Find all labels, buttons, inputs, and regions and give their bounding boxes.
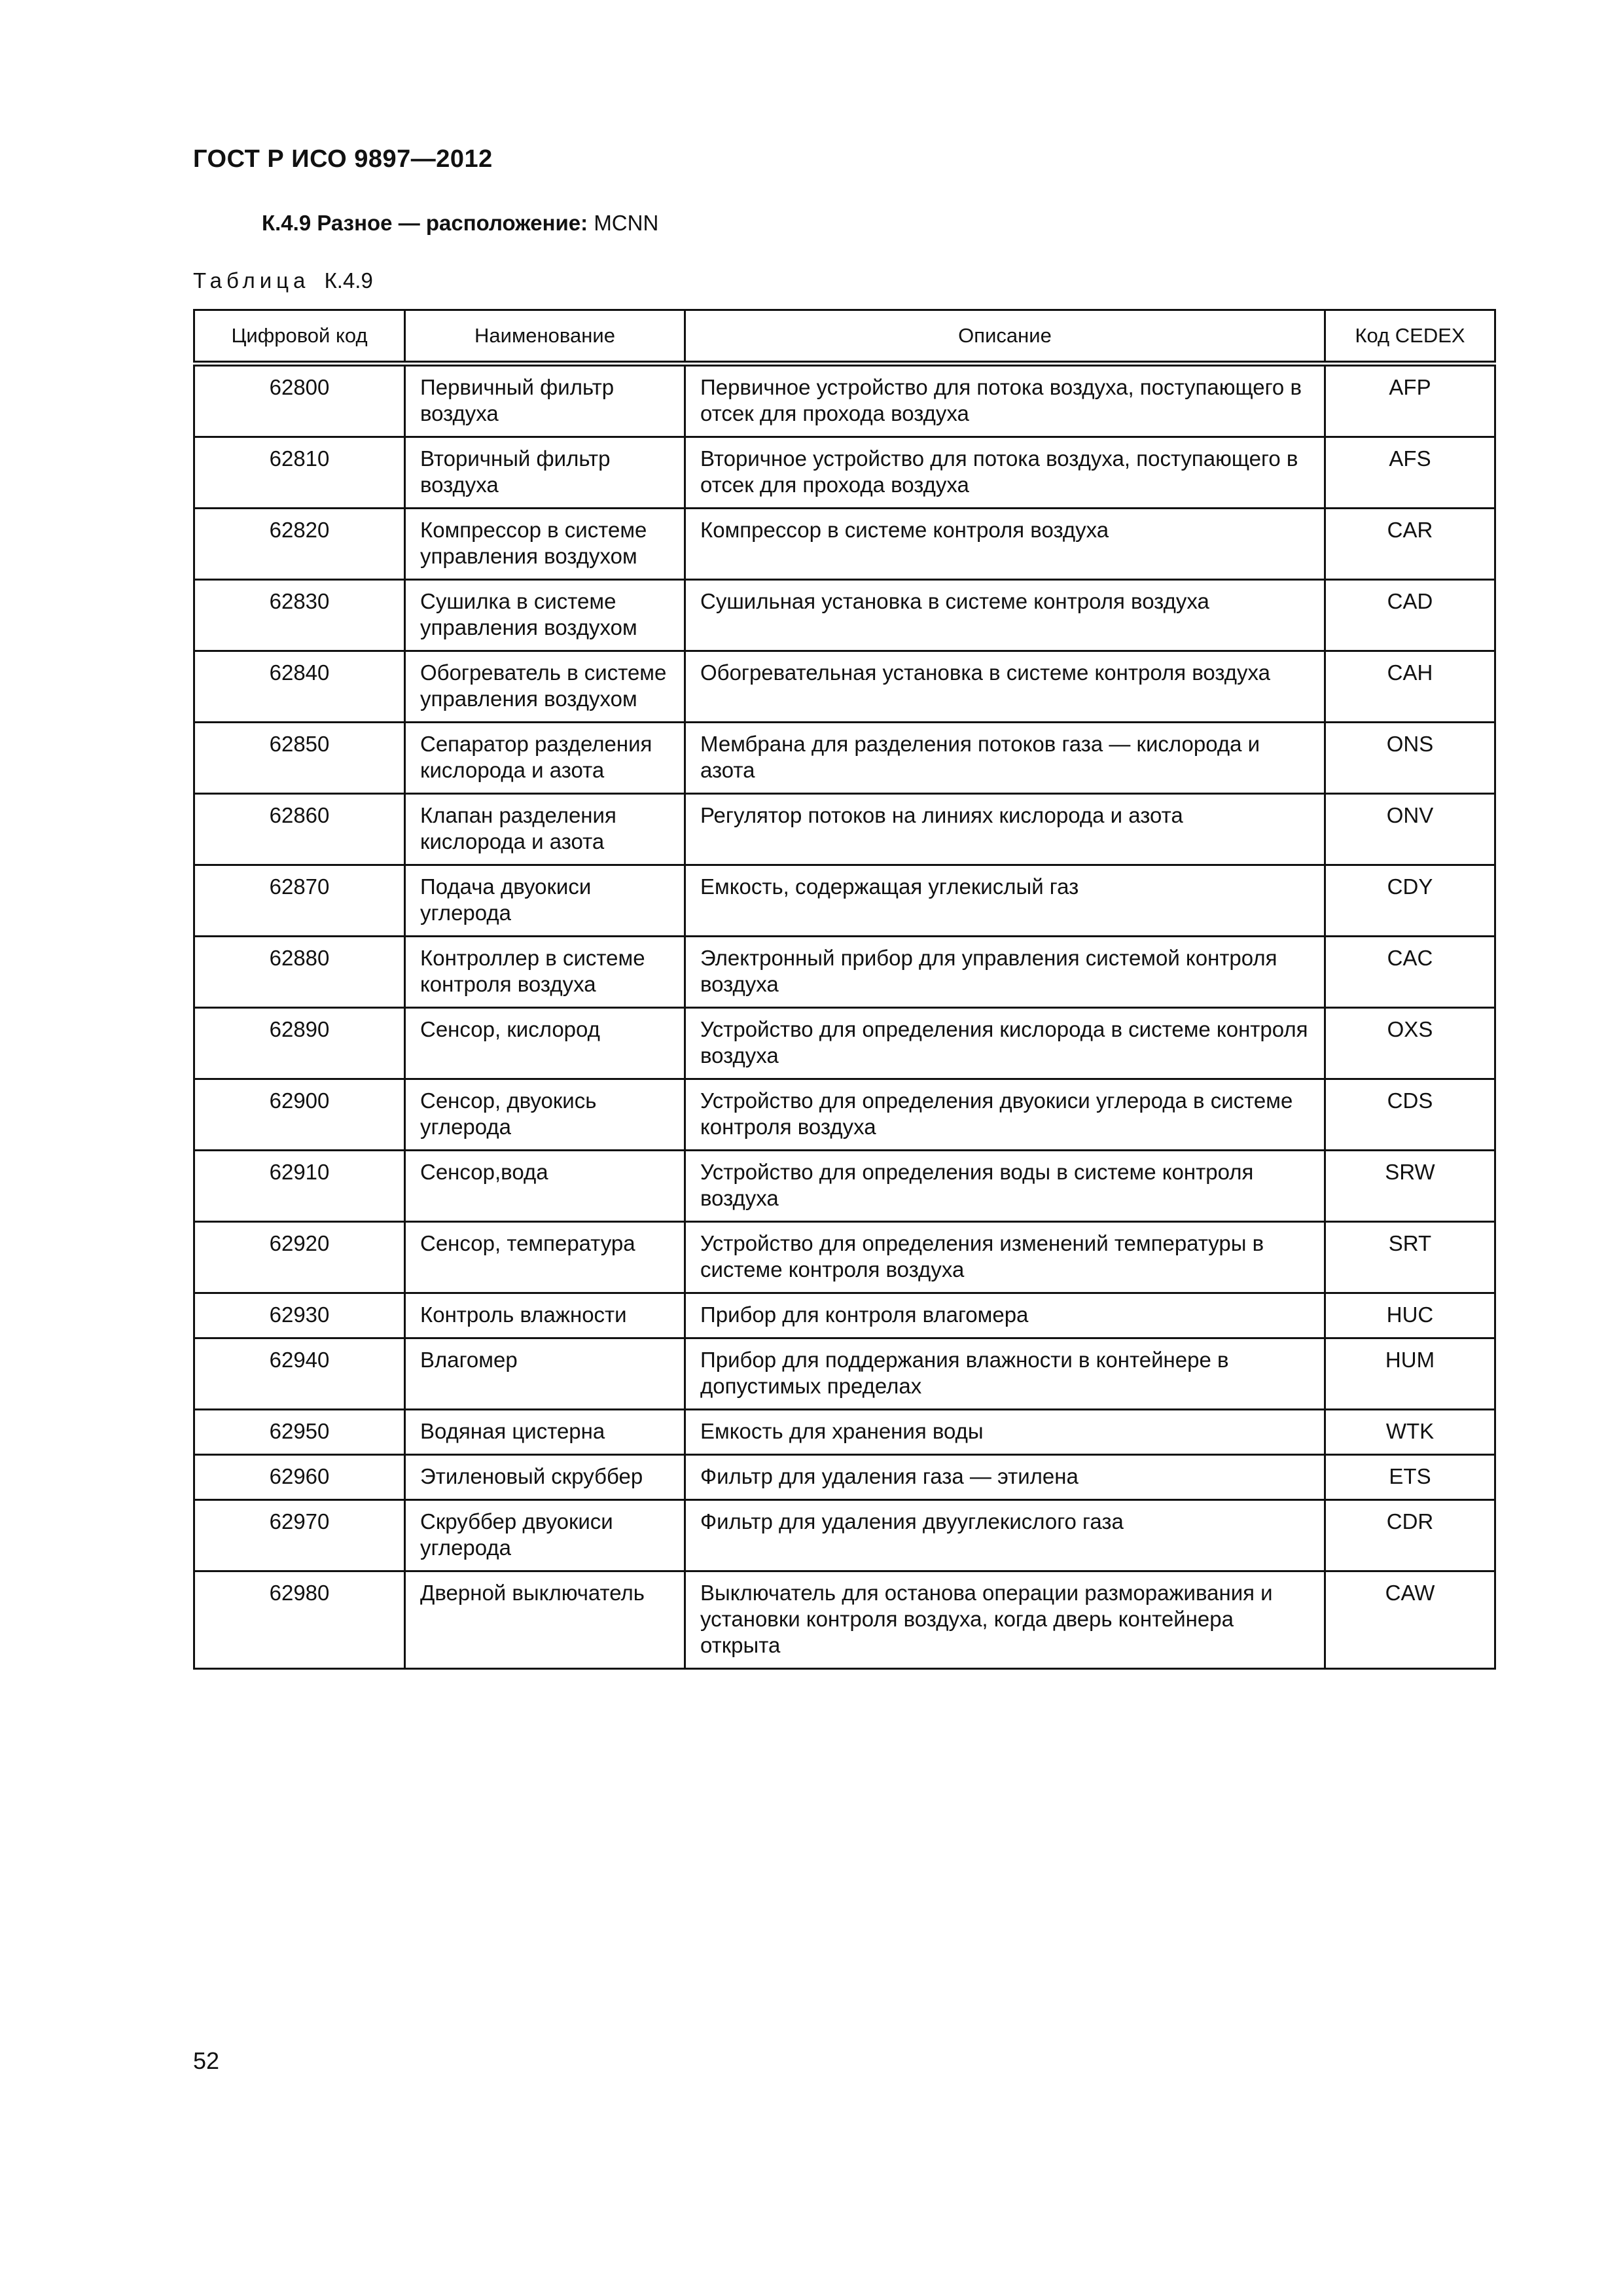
table-row	[194, 1455, 1495, 1500]
cell-cedex-code: CDR	[1325, 1500, 1495, 1571]
cell-cedex-code: HUM	[1325, 1338, 1495, 1410]
cell-digital-code: 62960	[194, 1455, 405, 1500]
cell-description: Вторичное устройство для потока воздуха, поступающего в отсек для прохода воздуха	[685, 437, 1325, 509]
cell-digital-code: 62900	[194, 1079, 405, 1151]
cell-description: Обогревательная установка в системе контроля воздуха	[685, 651, 1325, 723]
cell-description: Устройство для определения кислорода в системе контроля воздуха	[685, 1008, 1325, 1079]
cell-name: Сенсор, двуокись углерода	[405, 1079, 685, 1151]
cell-name: Сенсор, температура	[405, 1222, 685, 1293]
cell-name: Влагомер	[405, 1338, 685, 1410]
column-header-code: Цифровой код	[194, 310, 405, 364]
cell-digital-code: 62930	[194, 1293, 405, 1338]
cell-description: Устройство для определения двуокиси углерода в системе контроля воздуха	[685, 1079, 1325, 1151]
cell-digital-code: 62840	[194, 651, 405, 723]
cell-cedex-code: CDS	[1325, 1079, 1495, 1151]
cell-digital-code: 62970	[194, 1500, 405, 1571]
table-row	[194, 1571, 1495, 1669]
cell-description: Мембрана для разделения потоков газа — кислорода и азота	[685, 723, 1325, 794]
cell-name: Контроллер в системе контроля воздуха	[405, 937, 685, 1008]
cell-digital-code: 62890	[194, 1008, 405, 1079]
cell-digital-code: 62980	[194, 1571, 405, 1669]
cell-digital-code: 62830	[194, 580, 405, 651]
cell-description: Устройство для определения изменений температуры в системе контроля воздуха	[685, 1222, 1325, 1293]
table-row	[194, 865, 1495, 937]
cell-name: Сенсор,вода	[405, 1151, 685, 1222]
cell-description: Емкость, содержащая углекислый газ	[685, 865, 1325, 937]
table-body	[194, 364, 1495, 1669]
table-caption-label: Таблица	[193, 268, 310, 293]
cell-cedex-code: SRT	[1325, 1222, 1495, 1293]
cell-description: Прибор для поддержания влажности в контейнере в допустимых пределах	[685, 1338, 1325, 1410]
table-row	[194, 1410, 1495, 1455]
table-row	[194, 1338, 1495, 1410]
cell-name: Подача двуокиси углерода	[405, 865, 685, 937]
section-title	[262, 211, 658, 236]
cell-digital-code: 62940	[194, 1338, 405, 1410]
document-header: ГОСТ Р ИСО 9897—2012	[193, 145, 493, 173]
table-row	[194, 794, 1495, 865]
cell-name: Вторичный фильтр воздуха	[405, 437, 685, 509]
cell-digital-code: 62920	[194, 1222, 405, 1293]
cell-name: Клапан разделения кислорода и азота	[405, 794, 685, 865]
cell-name: Сушилка в системе управления воздухом	[405, 580, 685, 651]
cell-cedex-code: HUC	[1325, 1293, 1495, 1338]
table-caption-number: К.4.9	[324, 268, 373, 293]
table-row	[194, 364, 1495, 437]
table-row	[194, 509, 1495, 580]
table-header-row	[194, 310, 1495, 364]
cell-name: Первичный фильтр воздуха	[405, 364, 685, 437]
table-row	[194, 651, 1495, 723]
table-header	[194, 310, 1495, 364]
cell-description: Емкость для хранения воды	[685, 1410, 1325, 1455]
cell-name: Сенсор, кислород	[405, 1008, 685, 1079]
cell-description: Регулятор потоков на линиях кислорода и азота	[685, 794, 1325, 865]
cell-name: Сепаратор разделения кислорода и азота	[405, 723, 685, 794]
table-row	[194, 580, 1495, 651]
cell-digital-code: 62950	[194, 1410, 405, 1455]
cell-cedex-code: OXS	[1325, 1008, 1495, 1079]
cell-description: Первичное устройство для потока воздуха, поступающего в отсек для прохода воздуха	[685, 364, 1325, 437]
cell-cedex-code: AFS	[1325, 437, 1495, 509]
column-header-name: Наименование	[405, 310, 685, 364]
cell-digital-code: 62860	[194, 794, 405, 865]
column-header-cedex: Код CEDEX	[1325, 310, 1495, 364]
cell-cedex-code: AFP	[1325, 364, 1495, 437]
table-row	[194, 1008, 1495, 1079]
cell-name: Скруббер двуокиси углерода	[405, 1500, 685, 1571]
page-number: 52	[193, 2047, 220, 2074]
cell-name: Этиленовый скруббер	[405, 1455, 685, 1500]
cell-digital-code: 62800	[194, 364, 405, 437]
cell-description: Прибор для контроля влагомера	[685, 1293, 1325, 1338]
cell-description: Выключатель для останова операции размораживания и установки контроля воздуха, когда дверь контейнера открыта	[685, 1571, 1325, 1669]
cell-digital-code: 62810	[194, 437, 405, 509]
cell-description: Устройство для определения воды в системе контроля воздуха	[685, 1151, 1325, 1222]
cell-digital-code: 62870	[194, 865, 405, 937]
cell-name: Контроль влажности	[405, 1293, 685, 1338]
cell-cedex-code: ETS	[1325, 1455, 1495, 1500]
section-title-text: К.4.9 Разное — расположение:	[262, 211, 588, 235]
table-row	[194, 437, 1495, 509]
column-header-description: Описание	[685, 310, 1325, 364]
cell-cedex-code: WTK	[1325, 1410, 1495, 1455]
table-row	[194, 1222, 1495, 1293]
cell-description: Компрессор в системе контроля воздуха	[685, 509, 1325, 580]
table-row	[194, 1151, 1495, 1222]
cell-cedex-code: SRW	[1325, 1151, 1495, 1222]
cell-cedex-code: CAC	[1325, 937, 1495, 1008]
cell-cedex-code: ONS	[1325, 723, 1495, 794]
table-row	[194, 1500, 1495, 1571]
cell-name: Водяная цистерна	[405, 1410, 685, 1455]
cell-cedex-code: CAR	[1325, 509, 1495, 580]
cell-cedex-code: CAD	[1325, 580, 1495, 651]
section-location: MCNN	[594, 211, 659, 235]
cell-cedex-code: CDY	[1325, 865, 1495, 937]
table-caption	[193, 268, 373, 293]
codes-table	[193, 309, 1496, 1670]
table-row	[194, 937, 1495, 1008]
table-row	[194, 1293, 1495, 1338]
cell-cedex-code: CAW	[1325, 1571, 1495, 1669]
cell-description: Фильтр для удаления газа — этилена	[685, 1455, 1325, 1500]
cell-digital-code: 62910	[194, 1151, 405, 1222]
cell-description: Фильтр для удаления двууглекислого газа	[685, 1500, 1325, 1571]
cell-name: Дверной выключатель	[405, 1571, 685, 1669]
cell-cedex-code: ONV	[1325, 794, 1495, 865]
cell-name: Обогреватель в системе управления воздухом	[405, 651, 685, 723]
cell-name: Компрессор в системе управления воздухом	[405, 509, 685, 580]
table-row	[194, 723, 1495, 794]
cell-description: Сушильная установка в системе контроля воздуха	[685, 580, 1325, 651]
cell-digital-code: 62880	[194, 937, 405, 1008]
table-row	[194, 1079, 1495, 1151]
cell-cedex-code: CAH	[1325, 651, 1495, 723]
cell-digital-code: 62820	[194, 509, 405, 580]
cell-digital-code: 62850	[194, 723, 405, 794]
cell-description: Электронный прибор для управления системой контроля воздуха	[685, 937, 1325, 1008]
